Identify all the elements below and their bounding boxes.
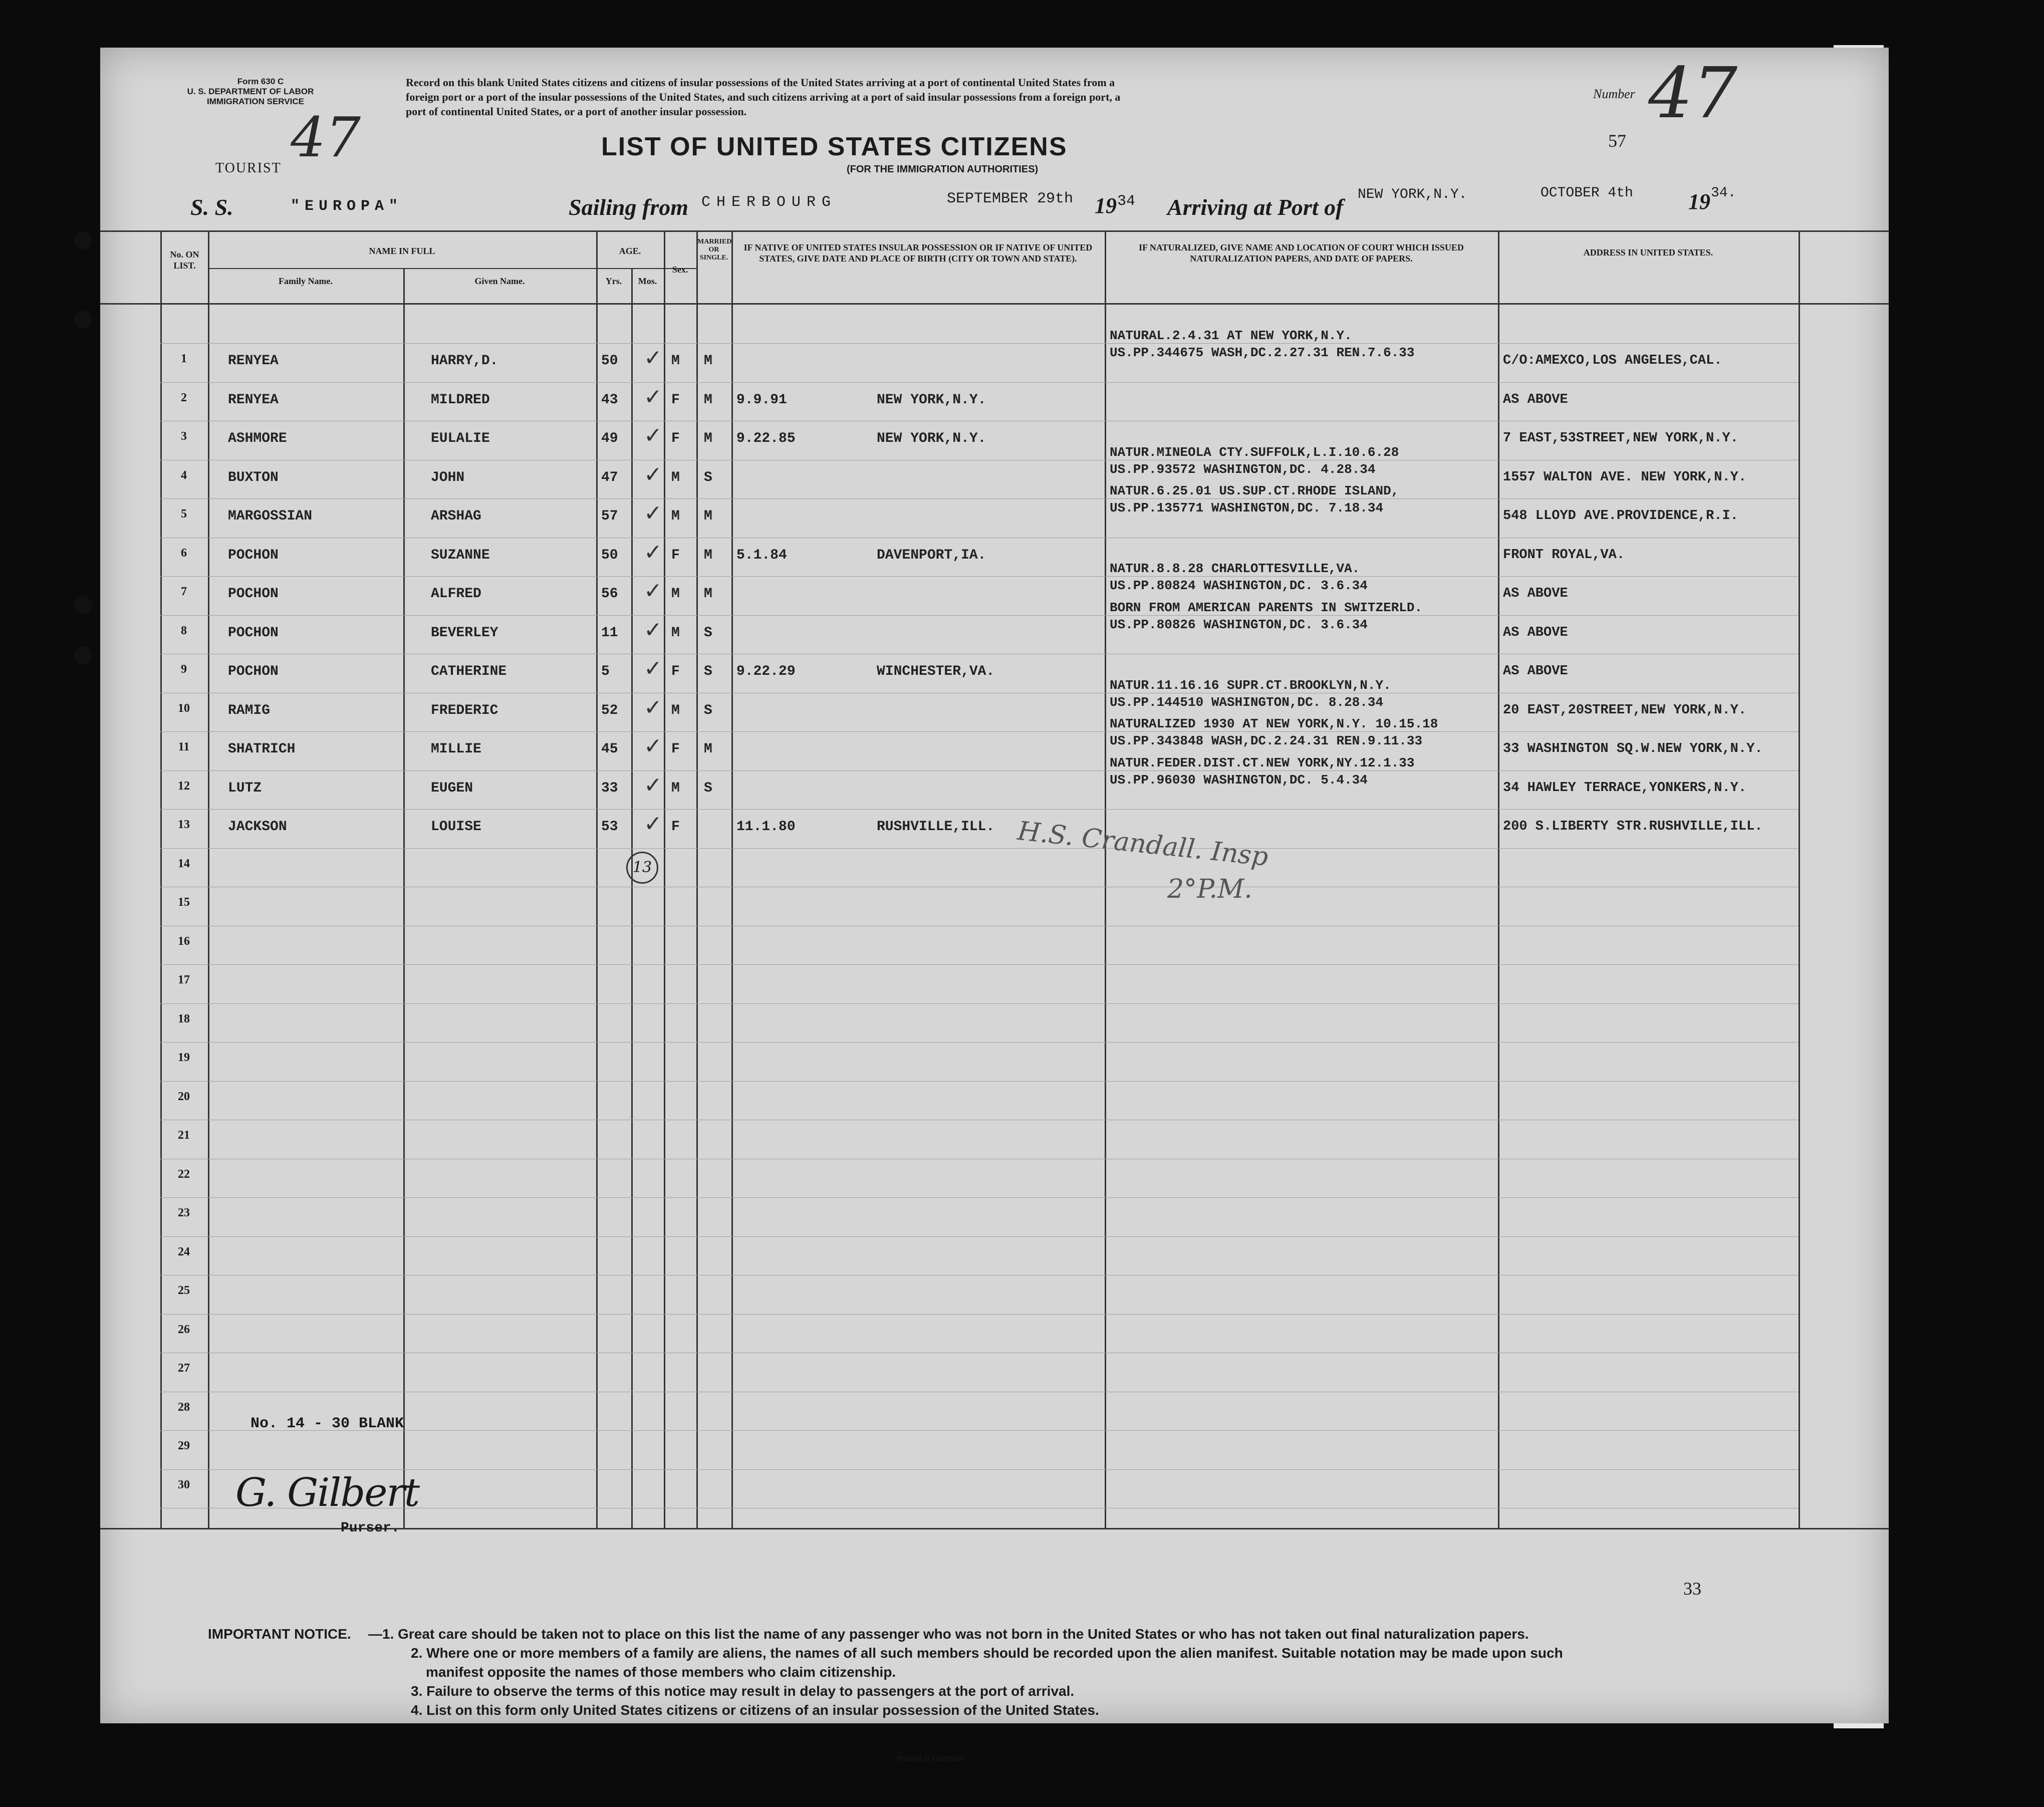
cell-naturalization: NATUR.6.25.01 US.SUP.CT.RHODE ISLAND, xyxy=(1110,483,1399,498)
row-line-number: 6 xyxy=(181,546,187,560)
cell-address: FRONT ROYAL,VA. xyxy=(1503,547,1625,563)
cell-family: POCHON xyxy=(228,664,279,679)
notice-heading: IMPORTANT NOTICE. xyxy=(208,1626,351,1642)
arrival-port: NEW YORK,N.Y. xyxy=(1358,187,1467,202)
row-rule xyxy=(160,1236,1799,1237)
cell-family: RENYEA xyxy=(228,353,279,369)
cell-address: AS ABOVE xyxy=(1503,625,1568,640)
department-name: U. S. DEPARTMENT OF LABOR xyxy=(187,87,314,96)
header-given-name: Given Name. xyxy=(474,276,525,286)
cell-naturalization: US.PP.343848 WASH,DC.2.24.31 REN.9.11.33 xyxy=(1110,733,1423,748)
col-rule xyxy=(403,268,405,1528)
cell-ms: M xyxy=(704,508,712,524)
col-rule xyxy=(731,230,733,1528)
blank-line-number: 24 xyxy=(178,1245,190,1258)
cell-given: EULALIE xyxy=(431,431,490,446)
blank-line-number: 20 xyxy=(178,1090,190,1103)
number-label: Number xyxy=(1593,87,1635,101)
cell-given: JOHN xyxy=(431,469,465,485)
page-corner-number: 33 xyxy=(1683,1579,1701,1599)
cell-given: MILLIE xyxy=(431,741,481,757)
cell-birth-place: RUSHVILLE,ILL. xyxy=(877,819,995,835)
cell-address: 7 EAST,53STREET,NEW YORK,N.Y. xyxy=(1503,431,1738,446)
cell-ms: S xyxy=(704,702,712,718)
check-mark-icon: ✓ xyxy=(644,500,662,526)
check-mark-icon: ✓ xyxy=(644,345,662,371)
header-native: IF NATIVE OF UNITED STATES INSULAR POSSESSION OR IF NATIVE OF UNITED STATES, GIVE DATE AND PLACE OF BIRTH (CITY OR TOWN AND STATE). xyxy=(743,242,1093,264)
row-line-number: 9 xyxy=(181,663,187,676)
cell-birth-place: NEW YORK,N.Y. xyxy=(877,392,986,408)
cell-age: 45 xyxy=(601,741,618,757)
check-mark-icon: ✓ xyxy=(644,539,662,565)
service-name: IMMIGRATION SERVICE xyxy=(207,97,304,106)
row-rule xyxy=(160,731,1799,732)
cell-naturalization: US.PP.344675 WASH,DC.2.27.31 REN.7.6.33 xyxy=(1110,345,1415,360)
blank-line-number: 22 xyxy=(178,1167,190,1181)
table-top-rule xyxy=(100,230,1889,232)
row-line-number: 12 xyxy=(178,779,190,793)
cell-birth-date: 9.22.85 xyxy=(736,431,796,446)
cell-ms: M xyxy=(704,353,712,369)
cell-family: POCHON xyxy=(228,586,279,602)
header-sex: Sex. xyxy=(672,265,688,275)
cell-ms: M xyxy=(704,431,712,446)
cell-age: 50 xyxy=(601,353,618,369)
cell-ms: S xyxy=(704,469,712,485)
cell-address: AS ABOVE xyxy=(1503,392,1568,407)
cell-sex: M xyxy=(671,702,680,718)
cell-given: HARRY,D. xyxy=(431,353,498,369)
row-rule xyxy=(160,1430,1799,1431)
row-rule xyxy=(160,615,1799,616)
page-number: 57 xyxy=(1608,131,1626,151)
cell-sex: F xyxy=(671,741,680,757)
blank-line-number: 17 xyxy=(178,973,190,986)
cell-age: 53 xyxy=(601,819,618,835)
blank-line-number: 29 xyxy=(178,1439,190,1452)
cell-sex: M xyxy=(671,469,680,485)
blank-note: No. 14 - 30 BLANK xyxy=(250,1415,404,1432)
arrival-year: 34. xyxy=(1711,185,1736,201)
cell-naturalization: US.PP.96030 WASHINGTON,DC. 5.4.34 xyxy=(1110,772,1368,788)
cell-naturalization: NATUR.MINEOLA CTY.SUFFOLK,L.I.10.6.28 xyxy=(1110,444,1399,460)
check-mark-icon: ✓ xyxy=(644,461,662,487)
cell-naturalization: NATUR.11.16.16 SUPR.CT.BROOKLYN,N.Y. xyxy=(1110,677,1391,693)
printed-in: Printed in Germany xyxy=(897,1753,964,1763)
cell-ms: S xyxy=(704,625,712,641)
cell-age: 11 xyxy=(601,625,618,641)
notice-item: 4. List on this form only United States citizens or citizens of an insular possession of the United States. xyxy=(411,1702,1099,1718)
header-married: MARRIED OR SINGLE. xyxy=(697,238,732,262)
cell-birth-place: DAVENPORT,IA. xyxy=(877,547,986,563)
cell-family: RAMIG xyxy=(228,702,271,718)
cell-naturalization: US.PP.80826 WASHINGTON,DC. 3.6.34 xyxy=(1110,617,1368,632)
cell-ms: M xyxy=(704,586,712,602)
page-subtitle: (FOR THE IMMIGRATION AUTHORITIES) xyxy=(847,164,1039,175)
cell-naturalization: US.PP.93572 WASHINGTON,DC. 4.28.34 xyxy=(1110,461,1376,477)
cell-naturalization: US.PP.80824 WASHINGTON,DC. 3.6.34 xyxy=(1110,578,1368,593)
cell-given: SUZANNE xyxy=(431,547,490,563)
cell-sex: M xyxy=(671,780,680,796)
row-rule xyxy=(160,498,1799,499)
cell-age: 5 xyxy=(601,664,610,679)
blank-line-number: 26 xyxy=(178,1323,190,1336)
blank-line-number: 30 xyxy=(178,1478,190,1491)
subheader-rule xyxy=(208,268,696,269)
row-rule xyxy=(160,1469,1799,1470)
cell-address: 200 S.LIBERTY STR.RUSHVILLE,ILL. xyxy=(1503,819,1763,834)
col-rule xyxy=(664,230,665,1528)
manifest-sheet xyxy=(100,48,1889,1763)
cell-sex: F xyxy=(671,547,680,563)
cell-sex: M xyxy=(671,625,680,641)
col-rule xyxy=(1799,230,1800,1528)
blank-line-number: 19 xyxy=(178,1051,190,1064)
blank-line-number: 18 xyxy=(178,1012,190,1025)
cell-family: JACKSON xyxy=(228,819,287,835)
punch-hole xyxy=(74,231,92,249)
cell-naturalization: NATUR.FEDER.DIST.CT.NEW YORK,NY.12.1.33 xyxy=(1110,755,1415,770)
cell-given: CATHERINE xyxy=(431,664,507,679)
row-line-number: 2 xyxy=(181,391,187,404)
header-name-in-full: NAME IN FULL xyxy=(369,246,435,256)
header-mos: Mos. xyxy=(638,276,657,286)
class-label: TOURIST xyxy=(215,160,282,176)
notice-item: —1. Great care should be taken not to place on this list the name of any passenger who was not born in the United States or who has not taken out final naturalization papers. xyxy=(368,1626,1529,1642)
cell-age: 50 xyxy=(601,547,618,563)
cell-naturalization: US.PP.144510 WASHINGTON,DC. 8.28.34 xyxy=(1110,694,1384,710)
sailing-date: SEPTEMBER 29th xyxy=(947,190,1074,207)
cell-address: AS ABOVE xyxy=(1503,664,1568,679)
cell-family: ASHMORE xyxy=(228,431,287,446)
row-line-number: 11 xyxy=(178,740,190,753)
cell-birth-place: WINCHESTER,VA. xyxy=(877,664,995,679)
blank-line-number: 16 xyxy=(178,934,190,948)
cell-ms: M xyxy=(704,547,712,563)
arrival-year-prefix: 19 xyxy=(1688,189,1710,214)
col-rule xyxy=(1498,230,1499,1528)
row-rule xyxy=(160,343,1799,344)
cell-ms: S xyxy=(704,664,712,679)
blank-line-number: 23 xyxy=(178,1206,190,1219)
row-rule xyxy=(160,964,1799,965)
blank-line-number: 21 xyxy=(178,1129,190,1142)
header-family-name: Family Name. xyxy=(279,276,333,286)
check-mark-icon: ✓ xyxy=(644,772,662,798)
header-bottom-rule xyxy=(100,303,1889,305)
cell-given: MILDRED xyxy=(431,392,490,408)
sailing-year-prefix: 19 xyxy=(1095,193,1117,218)
check-mark-icon: ✓ xyxy=(644,578,662,604)
row-line-number: 10 xyxy=(178,701,190,715)
cell-age: 52 xyxy=(601,702,618,718)
blank-line-number: 28 xyxy=(178,1400,190,1414)
header-address: ADDRESS IN UNITED STATES. xyxy=(1583,247,1713,257)
cell-birth-date: 11.1.80 xyxy=(736,819,796,835)
col-rule xyxy=(696,230,698,1528)
header-no-on-list: No. ON LIST. xyxy=(170,249,199,271)
row-rule xyxy=(160,809,1799,810)
row-rule xyxy=(160,1314,1799,1315)
purser-signature: G. Gilbert xyxy=(235,1470,419,1515)
cell-address: 34 HAWLEY TERRACE,YONKERS,N.Y. xyxy=(1503,780,1747,796)
blank-line-number: 15 xyxy=(178,896,190,909)
cell-address: C/O:AMEXCO,LOS ANGELES,CAL. xyxy=(1503,353,1722,368)
row-line-number: 13 xyxy=(178,818,190,831)
row-rule xyxy=(160,576,1799,577)
col-rule xyxy=(208,230,209,1528)
col-rule xyxy=(1105,230,1106,1528)
cell-address: 548 LLOYD AVE.PROVIDENCE,R.I. xyxy=(1503,508,1738,524)
cell-sex: F xyxy=(671,664,680,679)
cell-naturalization: NATUR.8.8.28 CHARLOTTESVILLE,VA. xyxy=(1110,561,1360,576)
row-rule xyxy=(160,1081,1799,1082)
cell-family: POCHON xyxy=(228,547,279,563)
punch-hole xyxy=(74,311,92,329)
cell-age: 43 xyxy=(601,392,618,408)
cell-sex: M xyxy=(671,353,680,369)
row-line-number: 4 xyxy=(181,468,187,482)
header-yrs: Yrs. xyxy=(605,276,622,286)
notice-item: manifest opposite the names of those members who claim citizenship. xyxy=(426,1664,896,1680)
cell-sex: M xyxy=(671,586,680,602)
cell-address: 20 EAST,20STREET,NEW YORK,N.Y. xyxy=(1503,702,1747,718)
punch-hole xyxy=(74,596,92,614)
sailing-label: Sailing from xyxy=(569,194,689,220)
blank-line-number: 14 xyxy=(178,857,190,870)
row-line-number: 7 xyxy=(181,585,187,598)
cell-age: 49 xyxy=(601,431,618,446)
cell-naturalization: NATURAL.2.4.31 AT NEW YORK,N.Y. xyxy=(1110,328,1352,343)
cell-naturalization: NATURALIZED 1930 AT NEW YORK,N.Y. 10.15.18 xyxy=(1110,716,1438,731)
check-mark-icon: ✓ xyxy=(644,617,662,643)
page-title: LIST OF UNITED STATES CITIZENS xyxy=(601,132,1068,161)
sailing-port: CHERBOURG xyxy=(701,194,837,211)
cell-family: LUTZ xyxy=(228,780,262,796)
header-naturalized: IF NATURALIZED, GIVE NAME AND LOCATION OF COURT WHICH ISSUED NATURALIZATION PAPERS, AND DATE OF PAPERS. xyxy=(1139,242,1464,264)
check-mark-icon: ✓ xyxy=(644,694,662,720)
count-circle: 13 xyxy=(626,852,658,884)
cell-family: RENYEA xyxy=(228,392,279,408)
arrival-date: OCTOBER 4th xyxy=(1541,185,1633,201)
cell-ms: M xyxy=(704,741,712,757)
form-number: Form 630 C xyxy=(237,77,284,86)
row-line-number: 8 xyxy=(181,624,187,637)
sailing-year: 34 xyxy=(1117,193,1136,210)
row-line-number: 3 xyxy=(181,430,187,443)
cell-sex: M xyxy=(671,508,680,524)
cell-given: LOUISE xyxy=(431,819,481,835)
check-mark-icon: ✓ xyxy=(644,384,662,410)
cell-ms: S xyxy=(704,780,712,796)
inspector-signature: H.S. Crandall. Insp xyxy=(1016,816,1270,873)
cell-birth-date: 9.22.29 xyxy=(736,664,796,679)
header-age: AGE. xyxy=(619,246,641,256)
row-rule xyxy=(160,848,1799,849)
cell-given: FREDERIC xyxy=(431,702,498,718)
cell-address: 1557 WALTON AVE. NEW YORK,N.Y. xyxy=(1503,469,1747,485)
cell-address: 33 WASHINGTON SQ.W.NEW YORK,N.Y. xyxy=(1503,741,1763,756)
check-mark-icon: ✓ xyxy=(644,656,662,681)
col-rule xyxy=(631,268,633,1528)
cell-address: AS ABOVE xyxy=(1503,586,1568,601)
ship-label: S. S. xyxy=(190,194,233,220)
notice-item: 3. Failure to observe the terms of this notice may result in delay to passengers at the port of arrival. xyxy=(411,1683,1075,1699)
cell-family: POCHON xyxy=(228,625,279,641)
cell-given: ARSHAG xyxy=(431,508,481,524)
record-instructions: Record on this blank United States citizens and citizens of insular possessions of the United States arriving at a port of continental United States from a foreign port or a port of the insular possessions of the United States, and such citizens arriving at a port of said insular possessions from a foreign port, a port of continental United States, or a port of another insular possession. xyxy=(406,76,1121,118)
punch-hole xyxy=(74,646,92,664)
row-line-number: 5 xyxy=(181,507,187,521)
cell-age: 33 xyxy=(601,780,618,796)
arriving-label: Arriving at Port of xyxy=(1167,194,1344,220)
row-rule xyxy=(160,1042,1799,1043)
cell-naturalization: BORN FROM AMERICAN PARENTS IN SWITZERLD. xyxy=(1110,600,1423,615)
cell-age: 57 xyxy=(601,508,618,524)
cell-birth-date: 5.1.84 xyxy=(736,547,787,563)
cell-naturalization: US.PP.135771 WASHINGTON,DC. 7.18.34 xyxy=(1110,500,1384,515)
cell-birth-place: NEW YORK,N.Y. xyxy=(877,431,986,446)
blank-line-number: 25 xyxy=(178,1284,190,1297)
cell-birth-date: 9.9.91 xyxy=(736,392,787,408)
row-rule xyxy=(160,1197,1799,1198)
check-mark-icon: ✓ xyxy=(644,811,662,837)
ship-name: "EUROPA" xyxy=(291,198,403,215)
row-rule xyxy=(160,382,1799,383)
blank-line-number: 27 xyxy=(178,1362,190,1375)
col-rule xyxy=(596,230,598,1528)
cell-age: 47 xyxy=(601,469,618,485)
cell-family: BUXTON xyxy=(228,469,279,485)
check-mark-icon: ✓ xyxy=(644,423,662,448)
cell-given: ALFRED xyxy=(431,586,481,602)
cell-family: SHATRICH xyxy=(228,741,296,757)
number-value: 47 xyxy=(1648,53,1738,134)
row-rule xyxy=(160,770,1799,771)
row-line-number: 1 xyxy=(181,352,187,365)
inspector-time: 2°P.M. xyxy=(1167,874,1252,904)
cell-given: EUGEN xyxy=(431,780,473,796)
cell-sex: F xyxy=(671,819,680,835)
row-rule xyxy=(160,1003,1799,1004)
cell-sex: F xyxy=(671,431,680,446)
cell-ms: M xyxy=(704,392,712,408)
notice-item: 2. Where one or more members of a family are aliens, the names of all such members should be recorded upon the alien manifest. Suitable notation may be made upon such xyxy=(411,1645,1563,1661)
cell-age: 56 xyxy=(601,586,618,602)
cell-given: BEVERLEY xyxy=(431,625,498,641)
purser-label: Purser. xyxy=(341,1520,400,1536)
cell-sex: F xyxy=(671,392,680,408)
check-mark-icon: ✓ xyxy=(644,733,662,759)
cell-family: MARGOSSIAN xyxy=(228,508,313,524)
handwritten-list-number: 47 xyxy=(291,105,361,169)
